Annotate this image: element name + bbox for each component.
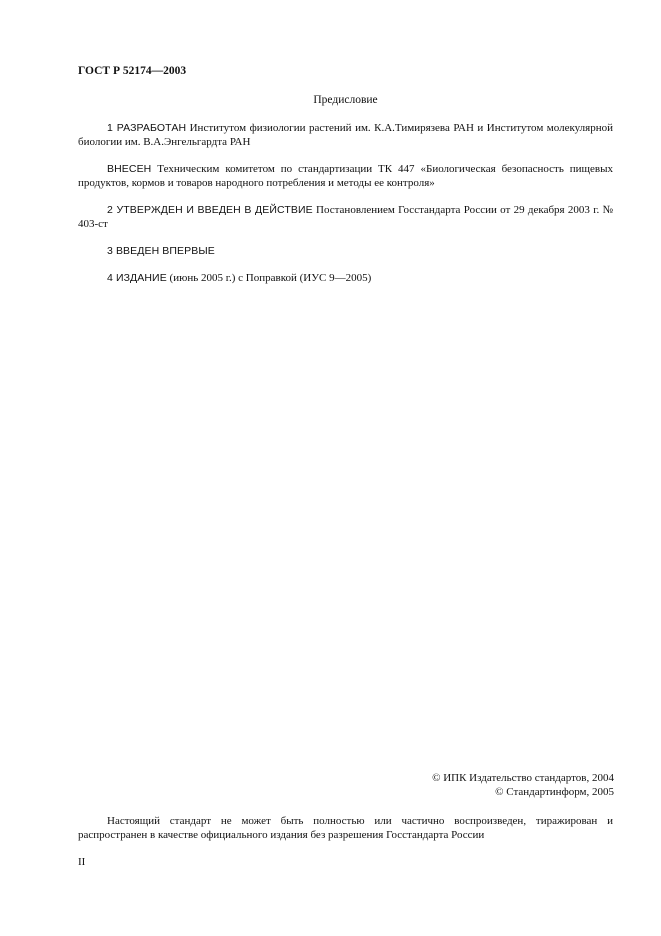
copyright-line-standartinform: © Стандартинформ, 2005 <box>495 786 614 798</box>
item-text: (июнь 2005 г.) с Поправкой (ИУС 9—2005) <box>166 272 372 284</box>
foreword-item-edition <box>78 271 613 285</box>
foreword-item-introduced <box>78 162 613 190</box>
item-lead: 3 ВВЕДЕН ВПЕРВЫЕ <box>107 245 215 257</box>
foreword-item-approved <box>78 203 613 231</box>
page-number: II <box>78 856 86 868</box>
foreword-title: Предисловие <box>313 94 378 106</box>
copyright-block <box>432 771 614 799</box>
item-lead: 4 ИЗДАНИЕ <box>107 272 167 284</box>
legal-notice: Настоящий стандарт не может быть полностью или частично воспроизведен, тиражирован и распространен в качестве официального издания без разрешения Госстандарта России <box>78 815 613 841</box>
foreword-item-first-introduced <box>78 244 613 258</box>
foreword-body <box>78 121 613 298</box>
item-lead: 1 РАЗРАБОТАН <box>107 122 187 134</box>
item-text: Институтом физиологии растений им. К.А.Тимирязева РАН и Институтом молекулярной биологии им. В.А.Энгельгардта РАН <box>78 122 613 148</box>
foreword-item-developed <box>78 121 613 149</box>
item-text: Постановлением Госстандарта России от 29 декабря 2003 г. № 403-ст <box>78 204 613 230</box>
item-lead: 2 УТВЕРЖДЕН И ВВЕДЕН В ДЕЙСТВИЕ <box>107 204 313 216</box>
item-lead: ВНЕСЕН <box>107 163 152 175</box>
item-text: Техническим комитетом по стандартизации ТК 447 «Биологическая безопасность пищевых продуктов, кормов и товаров народного потребления и методы ее контроля» <box>78 163 613 189</box>
copyright-line-ipk: © ИПК Издательство стандартов, 2004 <box>432 772 614 784</box>
document-code: ГОСТ Р 52174—2003 <box>78 65 187 77</box>
